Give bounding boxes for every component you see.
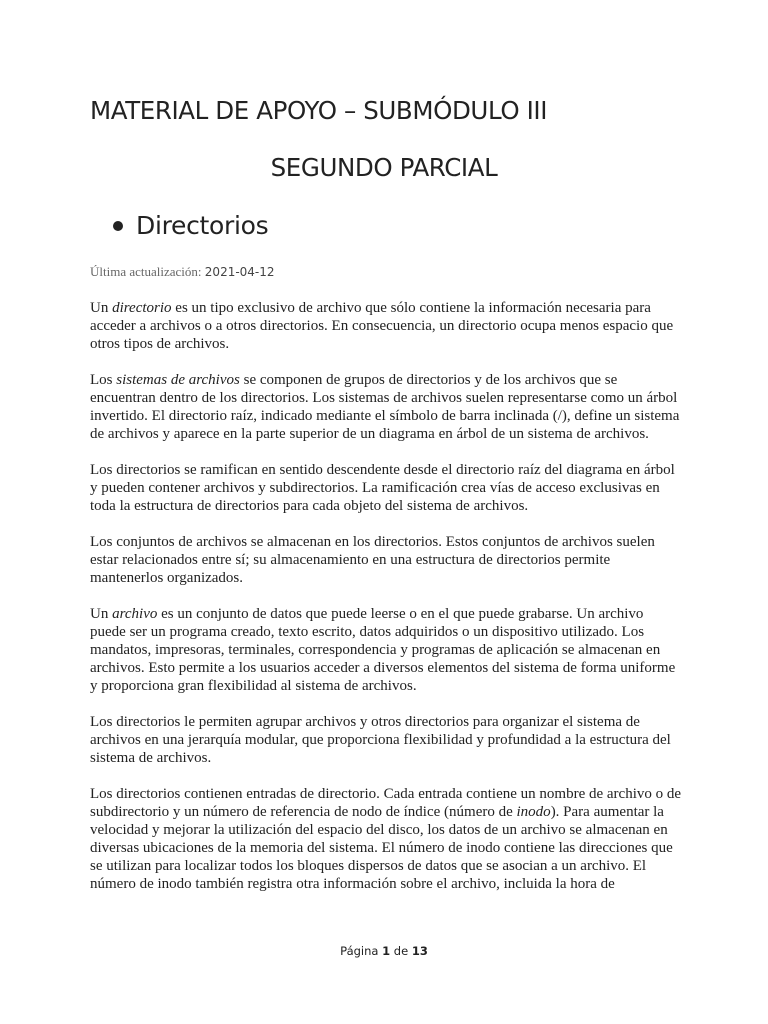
paragraph-text: es un conjunto de datos que puede leerse o en el que puede grabarse. Un archivo puede ser un programa creado, texto escrito, datos adquiridos o un dispositivo utilizado. Los mandatos, impresoras, terminales, correspondencia y programas de aplicación se almacenan en archivos. Esto permite a los usuarios acceder a diversos elementos del sistema de forma uniforme y proporciona gran flexibilidad al sistema de archivos. (90, 606, 676, 694)
footer-of-word: de (393, 944, 409, 958)
paragraph-text: Los directorios contienen entradas de directorio. Cada entrada contiene un nombre de archivo o de subdirectorio y un número de referencia de nodo de índice (número de (90, 786, 682, 820)
paragraph-text: es un tipo exclusivo de archivo que sólo contiene la información necesaria para acceder a archivos o a otros directorios. En consecuencia, un directorio ocupa menos espacio que otros tipos de archivos. (90, 300, 674, 352)
last-updated (90, 263, 275, 281)
paragraph-text: Un (90, 300, 113, 316)
paragraph-4: Los conjuntos de archivos se almacenan en los directorios. Estos conjuntos de archivos suelen estar relacionados entre sí; su almacenamiento en una estructura de directorios permite mantenerlos organizados. (90, 534, 655, 586)
last-updated-date: 2021-04-12 (204, 265, 275, 279)
paragraph-emphasis: inodo (516, 804, 551, 820)
paragraph-emphasis: archivo (112, 606, 158, 622)
paragraph-text: ). Para aumentar la velocidad y mejorar la utilización del espacio del disco, los datos de un archivo se almacenan en diversas ubicaciones de la memoria del sistema. El número de inodo contiene las direcciones que se utilizan para localizar todos los bloques dispersos de datos que se asocian a un archivo. El número de inodo también registra otra información sobre el archivo, incluida la hora de (90, 804, 673, 892)
document-title: MATERIAL DE APOYO – SUBMÓDULO III (90, 96, 548, 125)
paragraph-2 (90, 371, 682, 443)
paragraph-3: Los directorios se ramifican en sentido descendente desde el directorio raíz del diagrama en árbol y pueden contener archivos y subdirectorios. La ramificación crea vías de acceso exclusivas en toda la estructura de directorios para cada objeto del sistema de archivos. (90, 462, 675, 514)
page-footer (0, 944, 768, 958)
bullet-icon (113, 221, 123, 231)
paragraph-1 (90, 299, 682, 353)
paragraph-text: Los (90, 372, 117, 388)
paragraph-text: se componen de grupos de directorios y de los archivos que se encuentran dentro de los directorios. Los sistemas de archivos suelen representarse como un árbol invertido. El directorio raíz, indicado mediante el símbolo de barra inclinada (/), define un sistema de archivos y aparece en la parte superior de un diagrama en árbol de un sistema de archivos. (90, 372, 680, 442)
last-updated-label: Última actualización: (90, 264, 202, 279)
footer-current-page: 1 (382, 944, 391, 958)
paragraph-text: Un (90, 606, 113, 622)
footer-page-word: Página (340, 944, 379, 958)
section-heading (113, 208, 268, 244)
footer-total-pages: 13 (411, 944, 428, 958)
paragraph-7 (90, 785, 682, 893)
paragraph-5 (90, 605, 682, 695)
section-heading-text: Directorios (136, 211, 269, 240)
document-body (90, 299, 682, 911)
document-subtitle: SEGUNDO PARCIAL (270, 153, 498, 182)
paragraph-emphasis: sistemas de archivos (116, 372, 240, 388)
paragraph-emphasis: directorio (112, 300, 172, 316)
paragraph-6: Los directorios le permiten agrupar archivos y otros directorios para organizar el sistema de archivos en una jerarquía modular, que proporciona flexibilidad y profundidad a la estructura del sistema de archivos. (90, 714, 671, 766)
